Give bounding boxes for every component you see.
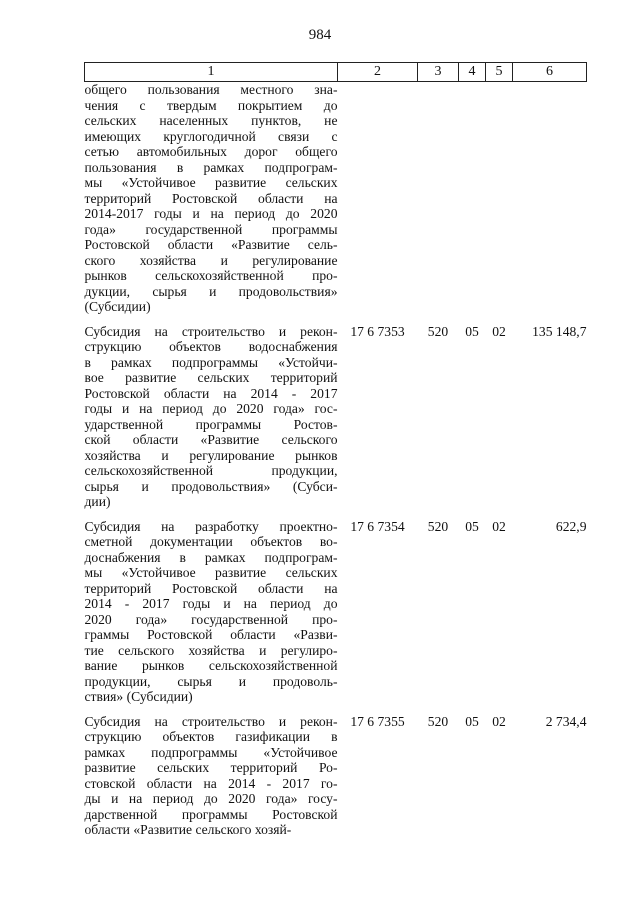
description-line: ствия» (Субсидии) <box>84 689 193 704</box>
description-line: (Субсидии) <box>84 299 151 314</box>
row-spacer <box>85 705 587 714</box>
table-row <box>85 324 587 510</box>
subsection-cell <box>486 82 513 315</box>
amount-cell <box>513 82 587 315</box>
budget-table <box>84 62 587 838</box>
subsection-cell: 02 <box>492 518 506 534</box>
description-line: тие сельского хозяйства и регулиро- <box>84 642 338 658</box>
expense-type-cell: 520 <box>427 518 449 534</box>
description-line: струкцию объектов водоснабжения <box>84 339 338 354</box>
description-line: сетью автомобильных дорог общего <box>84 144 338 159</box>
description-line: ской области «Развитие сельского <box>84 432 338 447</box>
subsection-cell: 02 <box>492 713 506 729</box>
amount-cell: 2 734,4 <box>545 713 587 729</box>
row-spacer-cell <box>85 705 587 714</box>
description-line: дукции, сырья и продовольствия» <box>84 283 338 299</box>
target-article-cell: 17 6 7355 <box>350 713 405 729</box>
description-line: 2014 - 2017 годы и на период до <box>84 596 338 611</box>
table-row <box>85 82 587 315</box>
description-cell <box>85 324 338 510</box>
description-cell <box>85 82 338 315</box>
target-article-cell <box>338 82 418 315</box>
description-line: сельских населенных пунктов, не <box>84 113 338 128</box>
description-line: 2014-2017 годы и на период до 2020 <box>84 206 338 221</box>
description-line: дарственной программы Ростовской <box>84 806 338 822</box>
description-line: мы «Устойчивое развитие сельских <box>84 565 338 580</box>
description-line: чения с твердым покрытием до <box>84 97 338 113</box>
description-line: области «Развитие сельского хозяй- <box>84 822 292 837</box>
description-line: струкцию объектов газификации в <box>84 729 338 744</box>
target-article-cell: 17 6 7353 <box>350 323 405 339</box>
description-line: рынков сельскохозяйственной про- <box>84 268 338 283</box>
description-line: Ростовской области на 2014 - 2017 <box>84 385 338 401</box>
section-cell: 05 <box>465 713 479 729</box>
description-line: хозяйства и регулирование рынков <box>84 447 338 463</box>
description-line: года» государственной программы <box>84 221 338 237</box>
description-line: территорий Ростовской области на <box>84 580 338 596</box>
target-article-cell: 17 6 7354 <box>350 518 405 534</box>
header-col-3: 3 <box>418 63 459 82</box>
description-line: Субсидия на строительство и рекон- <box>84 713 338 729</box>
description-line: продукции, сырья и продоволь- <box>84 673 338 689</box>
description-line: стовской области на 2014 - 2017 го- <box>84 775 338 791</box>
description-cell <box>85 714 338 838</box>
table-row <box>85 519 587 705</box>
description-line: пользования в рамках подпрограм- <box>84 159 338 175</box>
description-line: Субсидия на разработку проектно- <box>84 518 338 534</box>
amount-cell: 135 148,7 <box>532 323 587 339</box>
description-line: сельскохозяйственной продукции, <box>84 463 338 478</box>
header-col-5: 5 <box>486 63 513 82</box>
row-spacer <box>85 315 587 324</box>
header-col-1: 1 <box>85 63 338 82</box>
header-col-6: 6 <box>513 63 587 82</box>
description-line: сырья и продовольствия» (Субси- <box>84 478 338 494</box>
description-line: сметной документации объектов во- <box>84 534 338 549</box>
description-line: мы «Устойчивое развитие сельских <box>84 175 338 190</box>
description-line: общего пользования местного зна- <box>84 82 338 97</box>
description-cell <box>85 519 338 705</box>
row-spacer <box>85 510 587 519</box>
table-row <box>85 714 587 838</box>
row-spacer-cell <box>85 510 587 519</box>
row-spacer-cell <box>85 315 587 324</box>
description-line: 2020 года» государственной про- <box>84 611 338 627</box>
description-line: ды и на период до 2020 года» госу- <box>84 791 338 806</box>
description-line: имеющих круглогодичной связи с <box>84 128 338 144</box>
description-line: ударственной программы Ростов- <box>84 416 338 432</box>
description-line: ского хозяйства и регулирование <box>84 252 338 268</box>
section-cell: 05 <box>465 323 479 339</box>
description-line: в рамках подпрограммы «Устойчи- <box>84 354 338 370</box>
description-line: территорий Ростовской области на <box>84 190 338 206</box>
subsection-cell: 02 <box>492 323 506 339</box>
description-line: дии) <box>84 494 111 509</box>
amount-cell: 622,9 <box>555 518 587 534</box>
description-line: рамках подпрограммы «Устойчивое <box>84 744 338 760</box>
section-cell: 05 <box>465 518 479 534</box>
page-number: 984 <box>308 27 332 43</box>
description-line: вание рынков сельскохозяйственной <box>84 658 338 673</box>
header-col-2: 2 <box>338 63 418 82</box>
description-line: развитие сельских территорий Ро- <box>84 760 338 775</box>
description-line: доснабжения в рамках подпрограм- <box>84 549 338 565</box>
description-line: граммы Ростовской области «Разви- <box>84 627 338 642</box>
expense-type-cell: 520 <box>427 323 449 339</box>
expense-type-cell <box>418 82 459 315</box>
description-line: Субсидия на строительство и рекон- <box>84 323 338 339</box>
section-cell <box>459 82 486 315</box>
description-line: вое развитие сельских территорий <box>84 370 338 385</box>
expense-type-cell: 520 <box>427 713 449 729</box>
header-col-4: 4 <box>459 63 486 82</box>
description-line: Ростовской области «Развитие сель- <box>84 237 338 252</box>
table-header-row <box>85 63 587 82</box>
description-line: годы и на период до 2020 года» гос- <box>84 401 338 416</box>
